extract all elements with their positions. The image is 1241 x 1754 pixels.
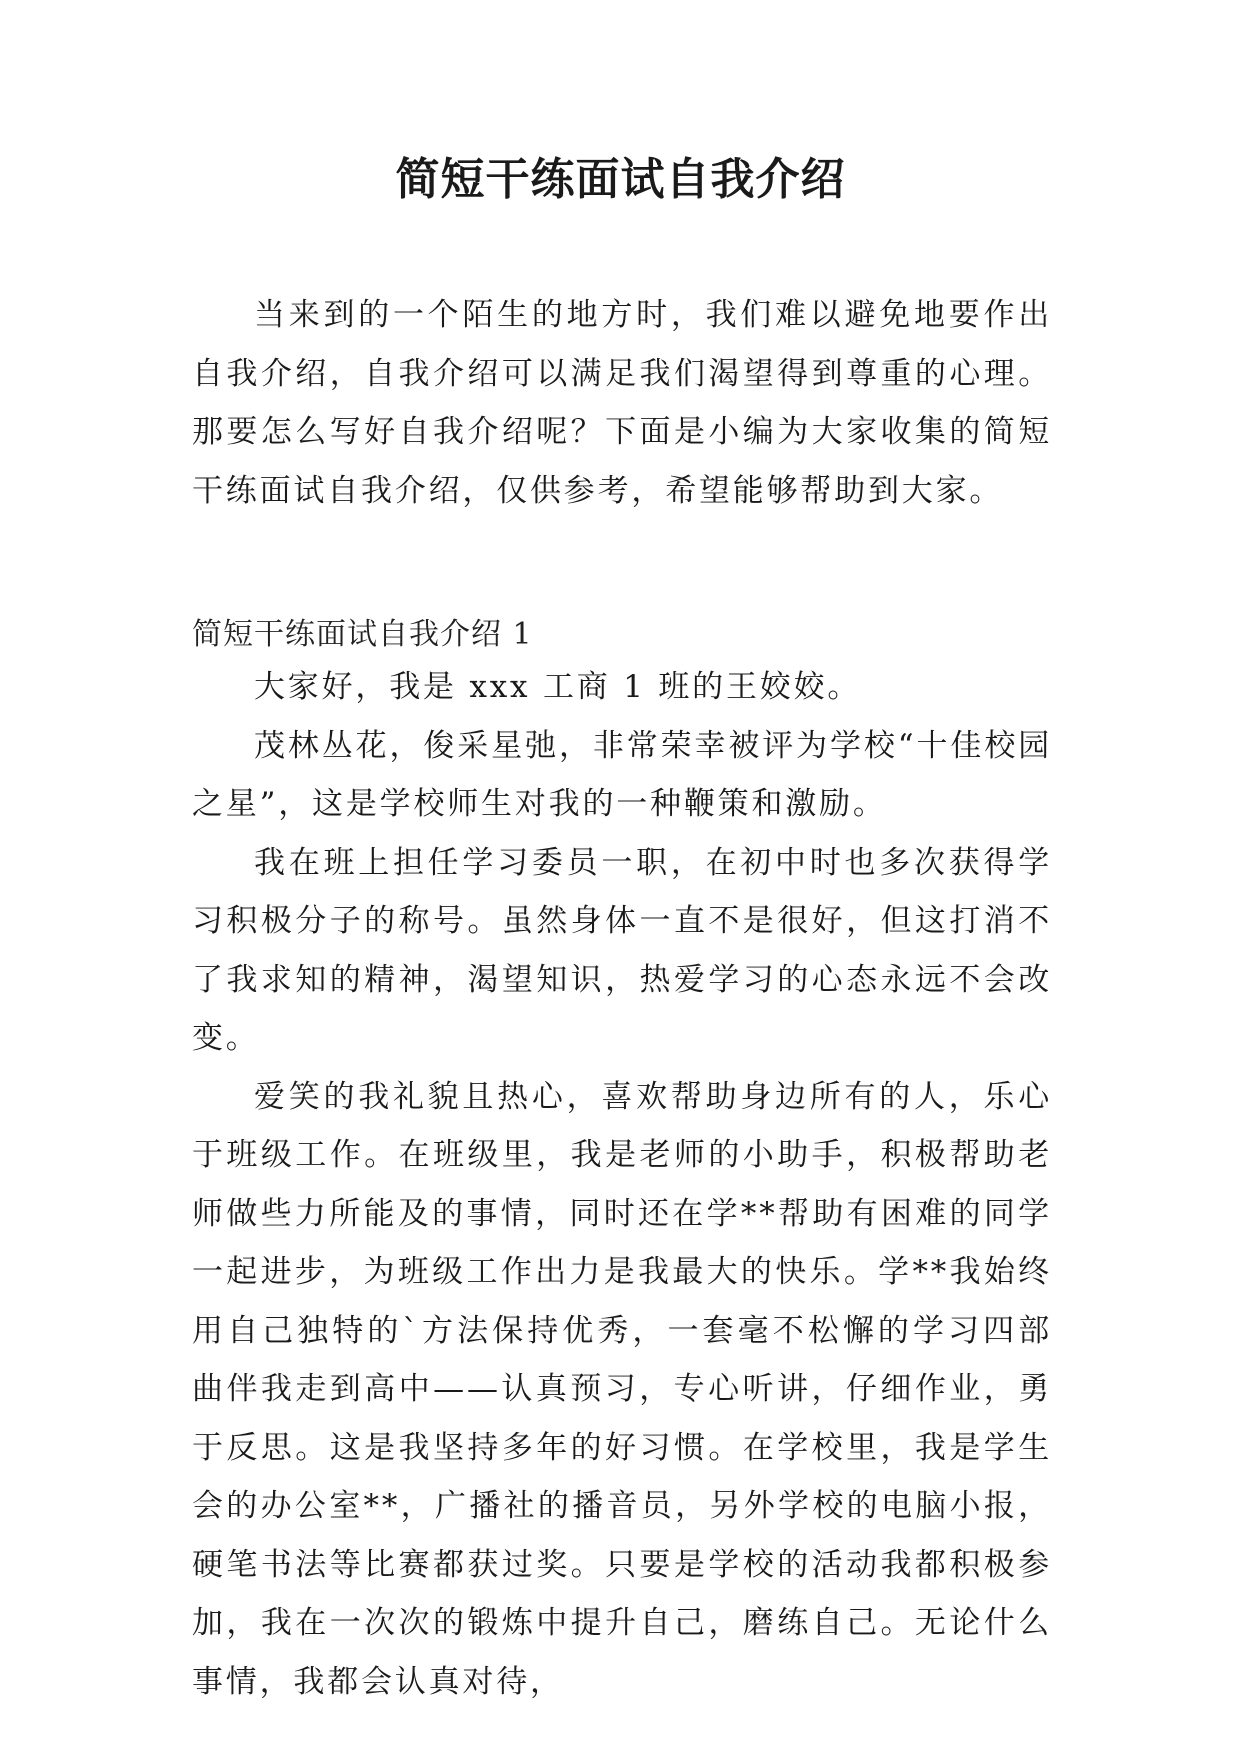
body-paragraph: 茂林丛花，俊采星弛，非常荣幸被评为学校“十佳校园之星”，这是学校师生对我的一种鞭策和激励。 bbox=[192, 727, 1052, 822]
document-body bbox=[192, 286, 1052, 1711]
intro-paragraph: 当来到的一个陌生的地方时，我们难以避免地要作出自我介绍，自我介绍可以满足我们渴望得到尊重的心理。那要怎么写好自我介绍呢？下面是小编为大家收集的简短干练面试自我介绍，仅供参考，希望能够帮助到大家。 bbox=[192, 297, 1052, 509]
body-paragraph: 我在班上担任学习委员一职，在初中时也多次获得学习积极分子的称号。虽然身体一直不是很好，但这打消不了我求知的精神，渴望知识，热爱学习的心态永远不会改变。 bbox=[192, 844, 1052, 1056]
document-title: 简短干练面试自我介绍 bbox=[395, 154, 846, 205]
section-heading: 简短干练面试自我介绍 1 bbox=[192, 617, 533, 652]
body-paragraph: 大家好，我是 xxx 工商 1 班的王姣姣。 bbox=[254, 669, 862, 705]
body-paragraph: 爱笑的我礼貌且热心，喜欢帮助身边所有的人，乐心于班级工作。在班级里，我是老师的小助手，积极帮助老师做些力所能及的事情，同时还在学**帮助有困难的同学一起进步，为班级工作出力是我最大的快乐。学**我始终用自己独特的`方法保持优秀，一套毫不松懈的学习四部曲伴我走到高中——认真预习，专心听讲，仔细作业，勇于反思。这是我坚持多年的好习惯。在学校里，我是学生会的办公室**，广播社的播音员，另外学校的电脑小报，硬笔书法等比赛都获过奖。只要是学校的活动我都积极参加，我在一次次的锻炼中提升自己，磨练自己。无论什么事情，我都会认真对待， bbox=[192, 1078, 1052, 1700]
